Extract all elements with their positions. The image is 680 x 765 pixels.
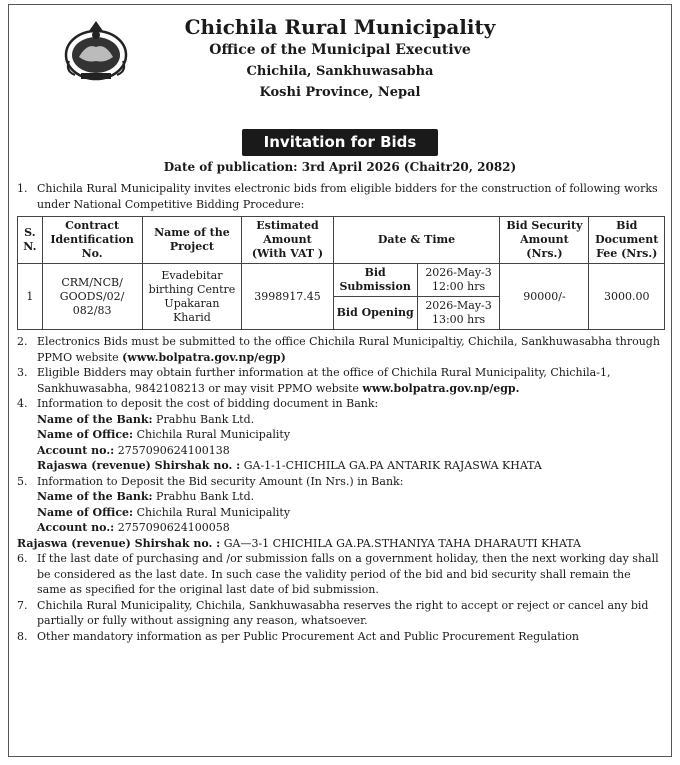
col-project: Name of the Project [142, 217, 242, 264]
col-fee: Bid Document Fee (Nrs.) [589, 217, 665, 264]
location-line-1: Chichila, Sankhuwasabha [246, 64, 434, 79]
notice-body: 1. Chichila Rural Municipality invites electronic bids from eligible bidders for the construction of following works under National Competitive Bidding Procedure: S. N. Contract Identification No. Name of the Project Estimated Amount (With VAT ) Date & Time Bid Security Amount (Nrs.) Bid Document Fee (Nrs.) 1 CRM/NCB/ GOODS/02/ 082/83 Evadebitar birthing Centre Upakaran Kharid 3998917.45 Bid Submission 2026-May-3 12:00 hrs 90000/- 3000.00 Bid Opening 2026-May-3 13:00 hrs 2. Electronics Bids must be submitted to the office Chichila Rural Municipaltiy, Chichila, Sankhuwasabha through PPMO website (www.bolpatra.gov.np/egp) 3. Eligible Bidders may obtain further information at the office of Chichila Rural Municipality, Chichila-1, Sankhuwasabha, 9842108213 or may visit PPMO website www.bolpatra.gov.np/egp. 4. Information to deposit the cost of bidding document in Bank: Name of the Bank: Prabhu Bank Ltd. Name of Office: Chichila Rural Municipality Account no.: 2757090624100138 Rajaswa (revenue) Shirshak no. : GA-1-1-CHICHILA GA.PA ANTARIK RAJASWA KHATA 5. Information to Deposit the Bid security Amount (In Nrs.) in Bank: Name of the Bank: Prabhu Bank Ltd. Name of Office: Chichila Rural Municipality Account no.: 2757090624100058 Rajaswa (revenue) Shirshak no. : GA—3-1 CHICHILA GA.PA.STHANIYA TAHA DHARAUTI KHATA 6. If the last date of purchasing and /or submission falls on a government holiday, then the next working day shall be considered as the last date. In such case the validity period of the bid and bid security shall remain the same as specified for the original last date of bid submission. 7. Chichila Rural Municipality, Chichila, Sankhuwasabha reserves the right to accept or reject or cancel any bid partially or fully without assigning any reason, whatsoever. 8. Other mandatory information as per Public Procurement Act and Public Procurement Regulation [17, 181, 663, 644]
cell-contract: CRM/NCB/ GOODS/02/ 082/83 [42, 264, 142, 330]
list-item: 3. Eligible Bidders may obtain further information at the office of Chichila Rural Municipality, Chichila-1, Sankhuwasabha, 9842108213 or may visit PPMO website www.bolpatra.gov.np/egp. [17, 366, 611, 395]
list-item: 6. If the last date of purchasing and /or submission falls on a government holiday, then the next working day shall be considered as the last date. In such case the validity period of the bid and bid security shall remain the same as specified for the original last date of bid submission. [17, 552, 659, 596]
cell-sn: 1 [18, 264, 43, 330]
bids-table [17, 216, 665, 330]
notice-header [9, 5, 671, 123]
cell-security: 90000/- [500, 264, 589, 330]
notice-title-banner: Invitation for Bids [242, 129, 439, 156]
list-item: 5. Information to Deposit the Bid security Amount (In Nrs.) in Bank: [17, 474, 404, 488]
list-item: 2. Electronics Bids must be submitted to the office Chichila Rural Municipaltiy, Chichila, Sankhuwasabha through PPMO website (www.bolpatra.gov.np/egp) [17, 335, 660, 364]
col-datetime: Date & Time [333, 217, 500, 264]
location-line-2: Koshi Province, Nepal [259, 85, 421, 100]
municipality-name: Chichila Rural Municipality [184, 15, 496, 39]
cell-opening-label: Bid Opening [333, 297, 417, 330]
col-security: Bid Security Amount (Nrs.) [500, 217, 589, 264]
cell-submission-label: Bid Submission [333, 264, 417, 297]
publication-date: Date of publication: 3rd April 2026 (Chaitr20, 2082) [163, 160, 517, 174]
ppmo-link[interactable]: www.bolpatra.gov.np/egp. [362, 381, 520, 395]
bolpatra-link[interactable]: (www.bolpatra.gov.np/egp) [122, 350, 286, 364]
col-contract: Contract Identification No. [42, 217, 142, 264]
office-name: Office of the Municipal Executive [209, 42, 471, 58]
table-header-row [18, 217, 665, 264]
list-item: 1. Chichila Rural Municipality invites electronic bids from eligible bidders for the construction of following works under National Competitive Bidding Procedure: [17, 182, 658, 211]
col-amount: Estimated Amount (With VAT ) [242, 217, 333, 264]
col-sn: S. N. [18, 217, 43, 264]
cell-submission-date: 2026-May-3 12:00 hrs [417, 264, 500, 297]
cell-opening-date: 2026-May-3 13:00 hrs [417, 297, 500, 330]
cell-project: Evadebitar birthing Centre Upakaran Kharid [142, 264, 242, 330]
cell-fee: 3000.00 [589, 264, 665, 330]
list-item: 4. Information to deposit the cost of bidding document in Bank: [17, 397, 379, 410]
notice-page [8, 4, 672, 757]
list-item: 7. Chichila Rural Municipality, Chichila, Sankhuwasabha reserves the right to accept or reject or cancel any bid partially or fully without assigning any reason, whatsoever. [17, 598, 649, 627]
table-row [18, 264, 665, 297]
cell-amount: 3998917.45 [242, 264, 333, 330]
list-item: 8. Other mandatory information as per Public Procurement Act and Public Procurement Regulation [17, 629, 579, 643]
